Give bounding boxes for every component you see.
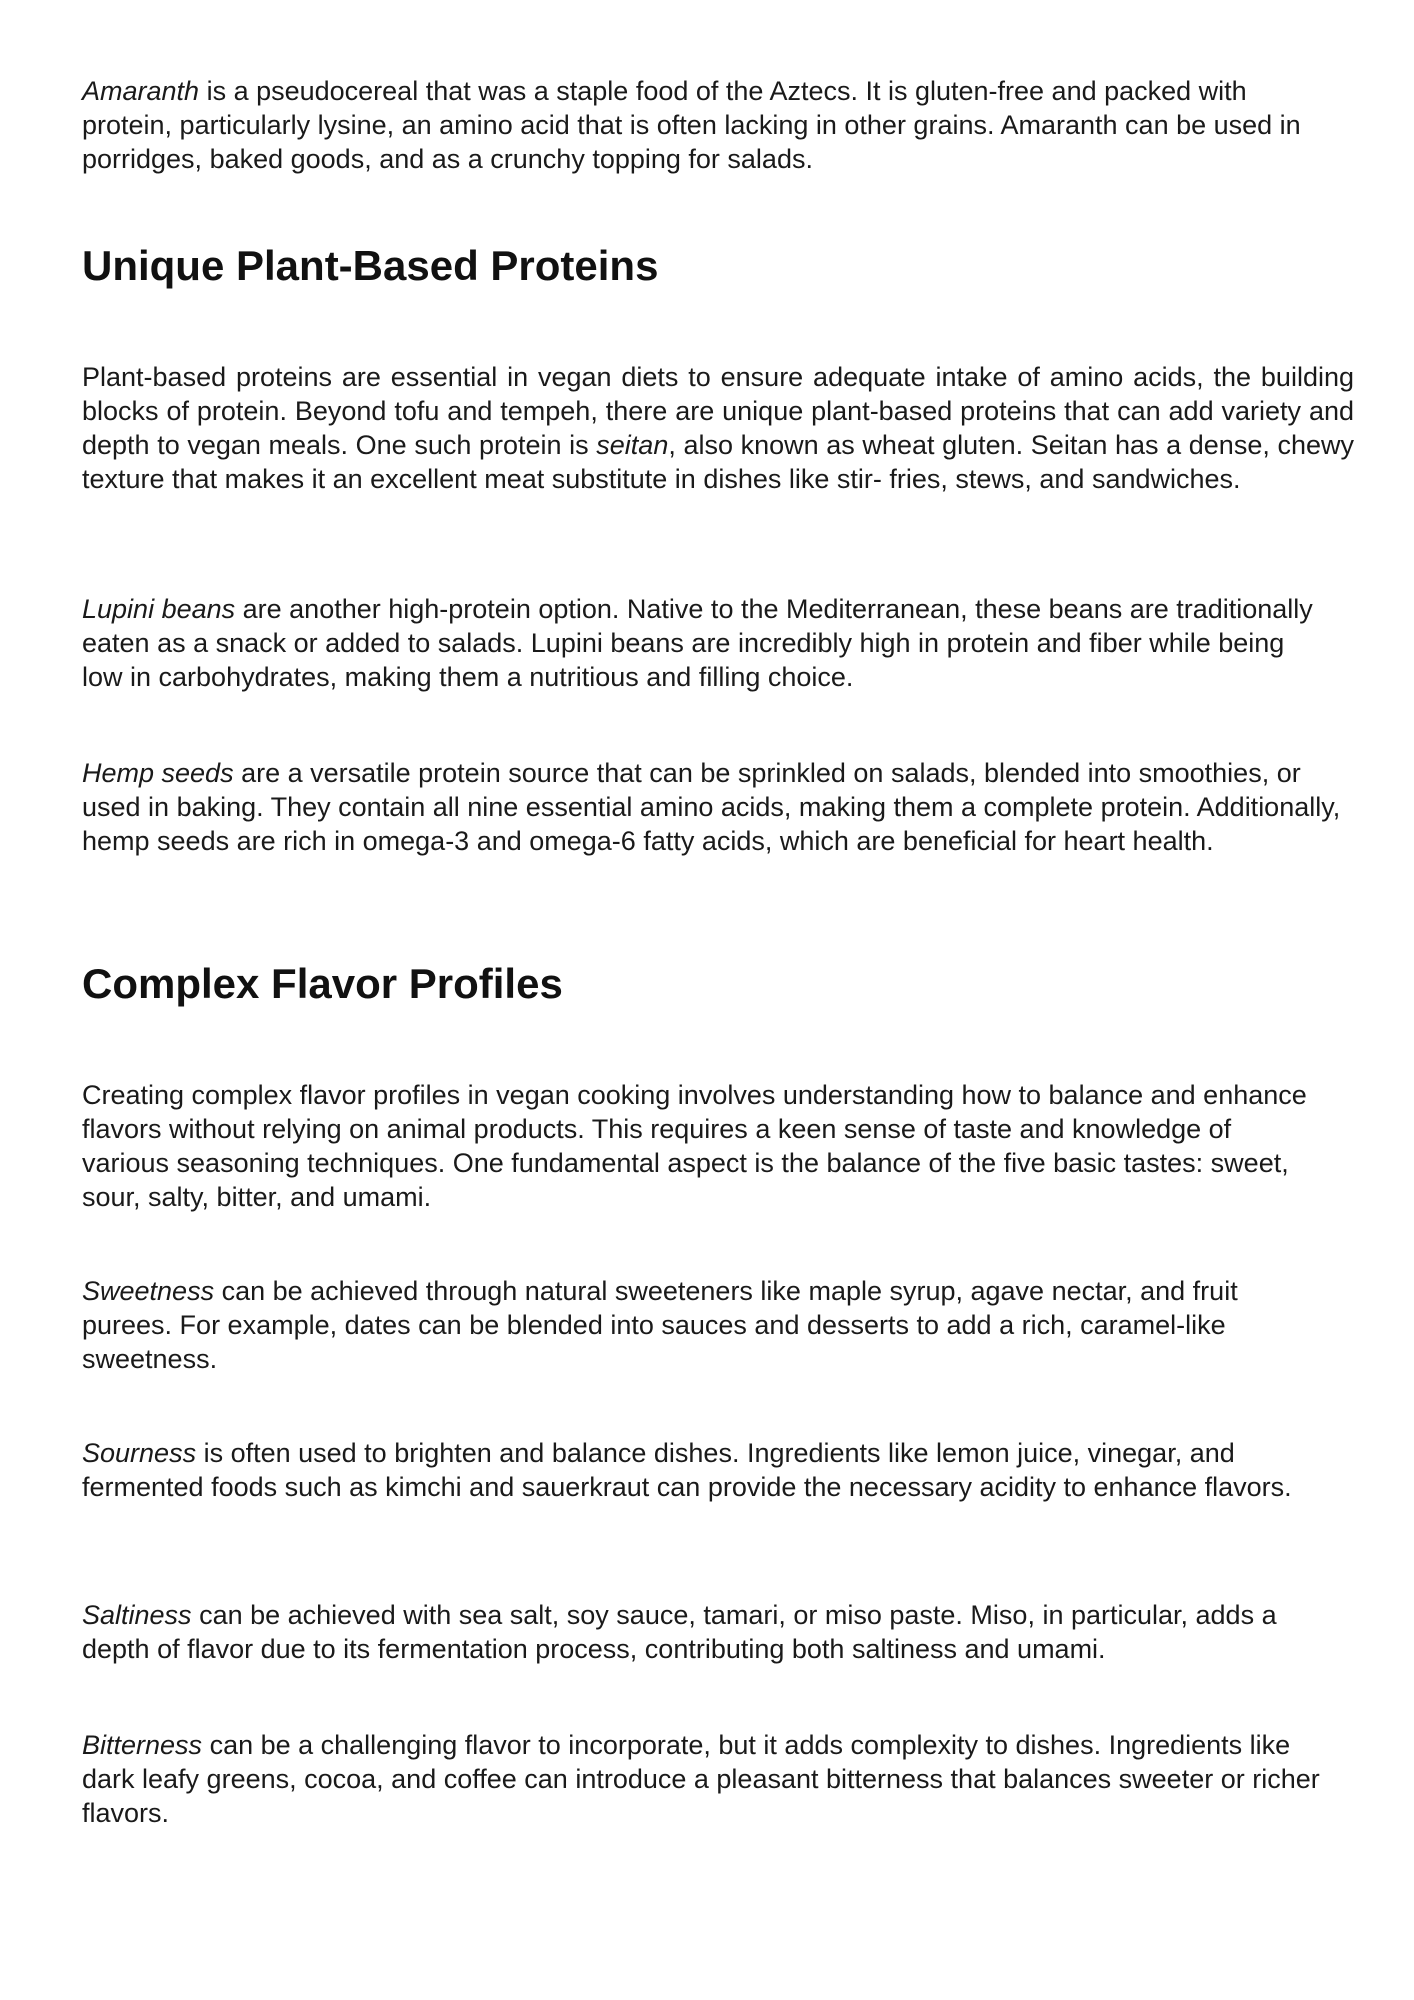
sourness-paragraph-block — [82, 1436, 1322, 1504]
saltiness-paragraph-block — [82, 1598, 1332, 1666]
lupini-paragraph — [82, 592, 1322, 694]
flavor-intro-paragraph: Creating complex flavor profiles in vegan cooking involves understanding how to balance and enhance flavors without relying on animal products. This requires a keen sense of taste and knowledge of various seasoning techniques. One fundamental aspect is the balance of the five basic tastes: sweet, sour, salty, bitter, and umami. — [82, 1080, 1307, 1212]
saltiness-text: can be achieved with sea salt, soy sauce, tamari, or miso paste. Miso, in particular, adds a depth of flavor due to its fermentation process, contributing both saltiness and umami. — [82, 1600, 1277, 1664]
bitterness-text: can be a challenging flavor to incorporate, but it adds complexity to dishes. Ingredients like dark leafy greens, cocoa, and coffee can introduce a pleasant bitterness that balances sweeter or richer flavors. — [82, 1730, 1320, 1828]
proteins-intro-paragraph — [82, 360, 1354, 496]
hemp-text: are a versatile protein source that can be sprinkled on salads, blended into smoothies, or used in baking. They contain all nine essential amino acids, making them a complete protein. Additionally, hemp seeds are rich in omega-3 and omega-6 fatty acids, which are beneficial for heart health. — [82, 758, 1341, 856]
sourness-paragraph — [82, 1436, 1322, 1504]
proteins-heading: Unique Plant-Based Proteins — [82, 242, 659, 289]
saltiness-term: Saltiness — [82, 1600, 192, 1630]
saltiness-paragraph — [82, 1598, 1332, 1666]
amaranth-text: is a pseudocereal that was a staple food of the Aztecs. It is gluten-free and packed with protein, particularly lysine, an amino acid that is often lacking in other grains. Amaranth can be used in porridges, baked goods, and as a crunchy topping for salads. — [82, 76, 1301, 174]
lupini-term: Lupini beans — [82, 594, 236, 624]
flavor-intro-block — [82, 1078, 1312, 1214]
proteins-intro-block — [82, 360, 1354, 496]
seitan-term: seitan — [596, 430, 669, 460]
amaranth-paragraph-block — [82, 74, 1332, 176]
amaranth-paragraph — [82, 74, 1332, 176]
proteins-intro-text-before: Plant-based proteins are essential in vegan diets to ensure adequate intake of amino acids, the building blocks of protein. Beyond tofu and tempeh, there are unique plant-based proteins that can add variety and depth to vegan meals. One such protein is — [82, 362, 1354, 460]
flavor-heading-block — [82, 958, 1354, 1010]
bitterness-paragraph — [82, 1728, 1344, 1830]
bitterness-paragraph-block — [82, 1728, 1344, 1830]
hemp-term: Hemp seeds — [82, 758, 234, 788]
bitterness-term: Bitterness — [82, 1730, 203, 1760]
proteins-heading-block — [82, 240, 1354, 292]
sourness-text: is often used to brighten and balance dishes. Ingredients like lemon juice, vinegar, and fermented foods such as kimchi and sauerkraut can provide the necessary acidity to enhance flavors. — [82, 1438, 1292, 1502]
proteins-intro-text-after: , also known as wheat gluten. Seitan has a dense, chewy texture that makes it an excellent meat substitute in dishes like stir- fries, stews, and sandwiches. — [82, 430, 1354, 494]
sweetness-term: Sweetness — [82, 1276, 215, 1306]
lupini-paragraph-block — [82, 592, 1322, 694]
sourness-term: Sourness — [82, 1438, 197, 1468]
flavor-heading: Complex Flavor Profiles — [82, 960, 563, 1007]
amaranth-term: Amaranth — [82, 76, 200, 106]
lupini-text: are another high-protein option. Native to the Mediterranean, these beans are traditionally eaten as a snack or added to salads. Lupini beans are incredibly high in protein and fiber while being low in carbohydrates, making them a nutritious and filling choice. — [82, 594, 1313, 692]
hemp-paragraph — [82, 756, 1344, 858]
sweetness-paragraph-block — [82, 1274, 1322, 1376]
sweetness-paragraph — [82, 1274, 1322, 1376]
hemp-paragraph-block — [82, 756, 1344, 858]
sweetness-text: can be achieved through natural sweeteners like maple syrup, agave nectar, and fruit purees. For example, dates can be blended into sauces and desserts to add a rich, caramel-like sweetness. — [82, 1276, 1238, 1374]
